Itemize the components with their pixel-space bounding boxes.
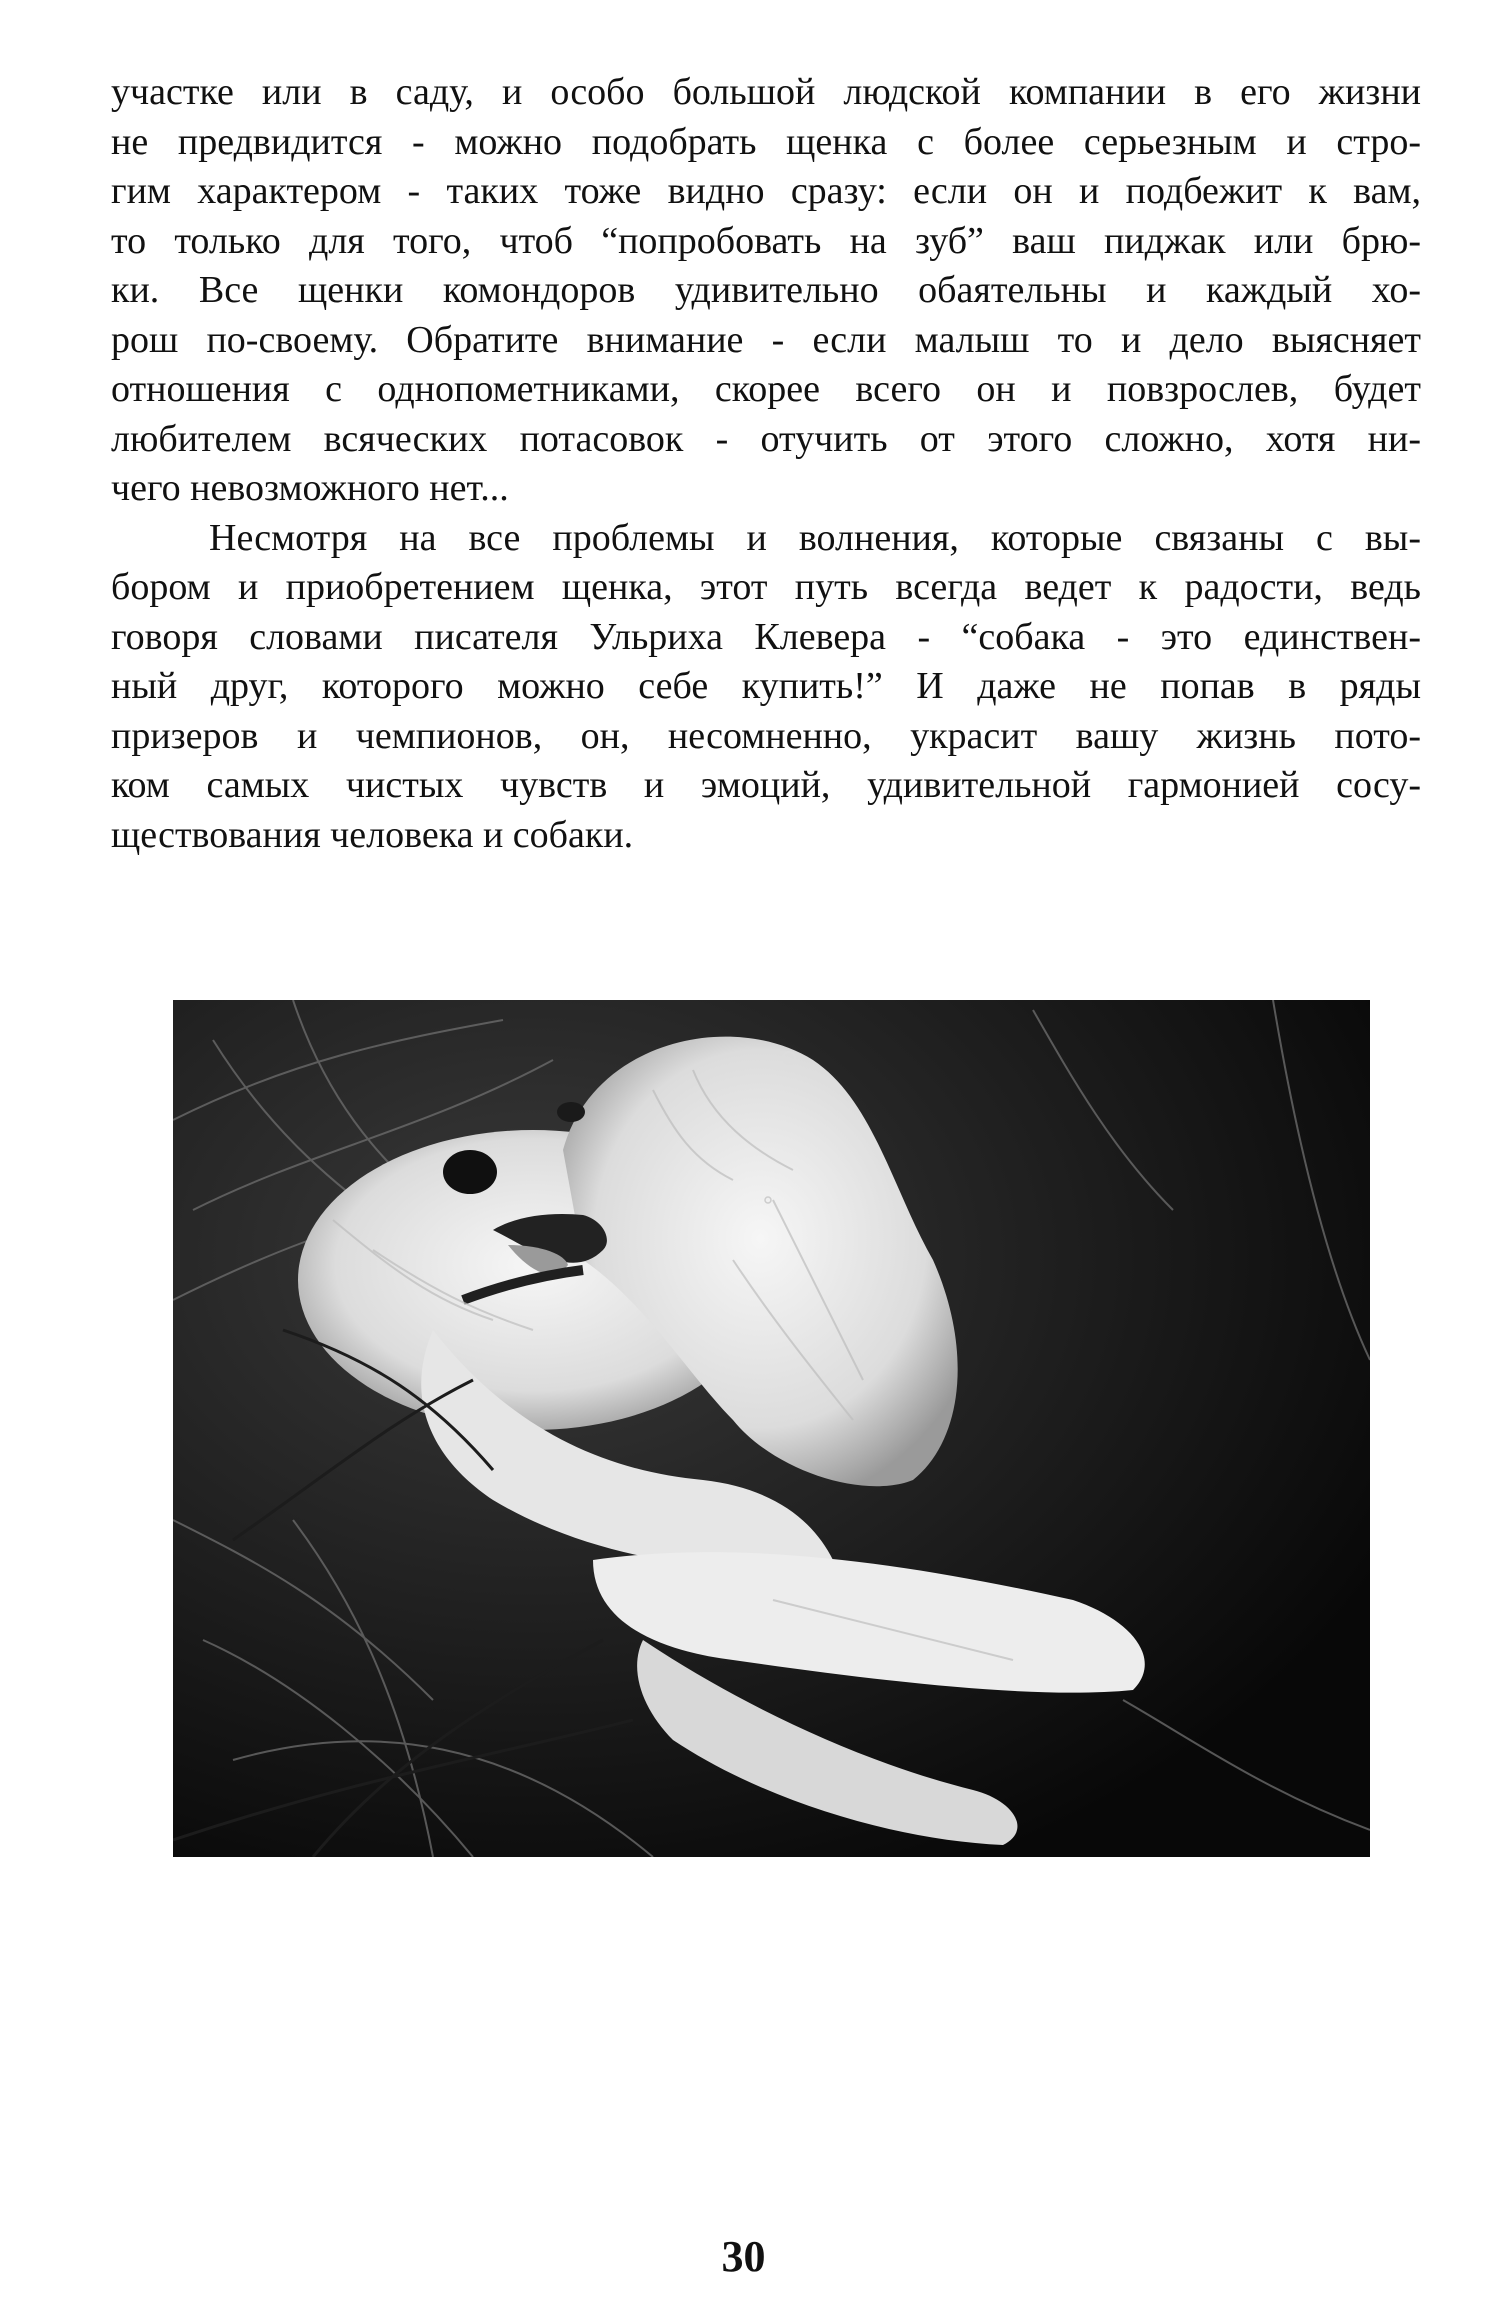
body-text: [111, 68, 1421, 860]
text-line: ный друг, которого можно себе купить!” И даже не попав в ряды: [111, 665, 1421, 707]
text-line: гим характером - таких тоже видно сразу: если он и подбежит к вам,: [111, 170, 1421, 212]
dog-nose: [443, 1150, 497, 1194]
text-line: ки. Все щенки комондоров удивительно обаятельны и каждый хо-: [111, 269, 1421, 311]
text-line: говоря словами писателя Ульриха Клевера - “собака - это единствен-: [111, 615, 1421, 658]
text-line: участке или в саду, и особо большой людской компании в его жизни: [111, 71, 1421, 113]
text-line: рош по-своему. Обратите внимание - если малыш то и дело выясняет: [111, 318, 1421, 361]
text-line: отношения с однопометниками, скорее всего он и повзрослев, будет: [111, 368, 1421, 410]
text-line: ком самых чистых чувств и эмоций, удивительной гармонией сосу-: [111, 764, 1421, 806]
text-line: бором и приобретением щенка, этот путь всегда ведет к радости, ведь: [111, 566, 1421, 608]
dog-eye: [557, 1102, 585, 1122]
text-line: не предвидится - можно подобрать щенка с более серьезным и стро-: [111, 120, 1421, 163]
paragraph-start-line: Несмотря на все проблемы и волнения, которые связаны с вы-: [209, 516, 1421, 559]
dog-illustration: [173, 1000, 1370, 1857]
text-line: призеров и чемпионов, он, несомненно, украсит вашу жизнь пото-: [111, 714, 1421, 757]
text-line: любителем всяческих потасовок - отучить от этого сложно, хотя ни-: [111, 417, 1421, 460]
dog-photo: [173, 1000, 1370, 1857]
page-number: 30: [721, 2232, 766, 2281]
text-line: то только для того, чтоб “попробовать на зуб” ваш пиджак или брю-: [111, 219, 1421, 262]
text-line: ществования человека и собаки.: [111, 813, 634, 856]
text-line: чего невозможного нет...: [111, 467, 509, 509]
